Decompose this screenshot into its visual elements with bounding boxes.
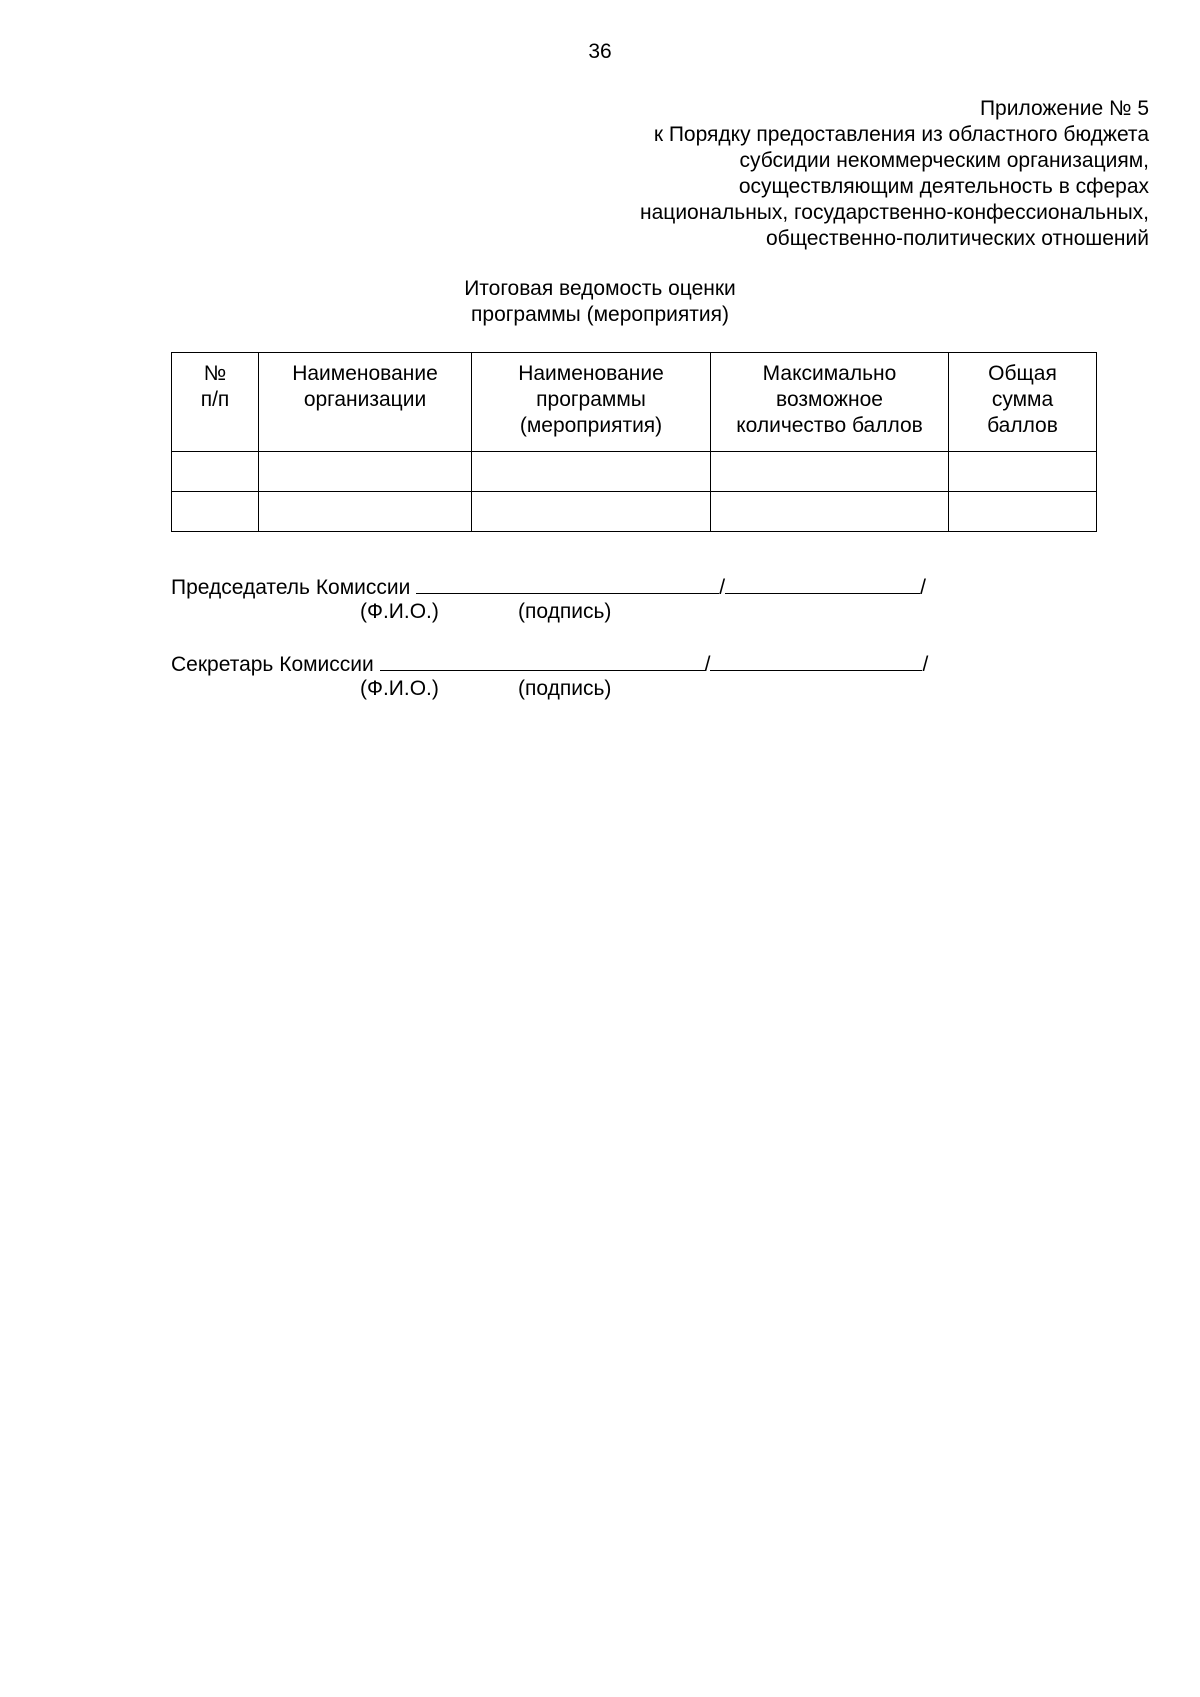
table-row [172, 492, 1097, 532]
appendix-line: осуществляющим деятельность в сферах [738, 175, 1149, 198]
table-cell [172, 452, 259, 492]
score-table [171, 352, 1097, 532]
secretary-name-caption: (Ф.И.О.) [360, 677, 439, 700]
secretary-signature-line [171, 651, 928, 677]
signature-separator: / [719, 576, 726, 599]
document-title [0, 276, 1200, 328]
table-cell [259, 452, 472, 492]
signature-end: / [920, 576, 926, 599]
table-cell [711, 452, 949, 492]
signature-separator: / [704, 653, 711, 676]
signature-end: / [922, 653, 929, 676]
chairman-sign-caption: (подпись) [518, 600, 612, 623]
page-number: 36 [588, 40, 612, 63]
chairman-name-caption: (Ф.И.О.) [360, 600, 439, 623]
secretary-signature-blank [710, 651, 922, 671]
title-line: программы (мероприятия) [471, 303, 729, 326]
header-number: № п/п [172, 353, 259, 452]
table-cell [949, 492, 1097, 532]
table-cell [172, 492, 259, 532]
chairman-label: Председатель Комиссии [171, 576, 411, 599]
secretary-name-blank [380, 651, 705, 671]
appendix-line: общественно-политических отношений [765, 227, 1149, 250]
table-cell [259, 492, 472, 532]
appendix-header [509, 96, 1149, 252]
secretary-label: Секретарь Комиссии [171, 653, 374, 676]
secretary-sign-caption: (подпись) [518, 677, 612, 700]
table-cell [472, 492, 711, 532]
appendix-line: к Порядку предоставления из областного бюджета [653, 123, 1149, 146]
header-max-score: Максимально возможное количество баллов [711, 353, 949, 452]
table-header-row [172, 353, 1097, 452]
table-cell [472, 452, 711, 492]
header-organization: Наименование организации [259, 353, 472, 452]
header-total-score: Общая сумма баллов [949, 353, 1097, 452]
appendix-line: Приложение № 5 [979, 97, 1149, 120]
table-row [172, 452, 1097, 492]
appendix-line: национальных, государственно-конфессиональных, [640, 201, 1149, 224]
title-line: Итоговая ведомость оценки [464, 277, 736, 300]
chairman-signature-line [171, 574, 926, 600]
header-program: Наименование программы (мероприятия) [472, 353, 711, 452]
chairman-signature-blank [725, 574, 920, 594]
table-cell [711, 492, 949, 532]
appendix-line: субсидии некоммерческим организациям, [739, 149, 1149, 172]
chairman-name-blank [416, 574, 719, 594]
table-cell [949, 452, 1097, 492]
